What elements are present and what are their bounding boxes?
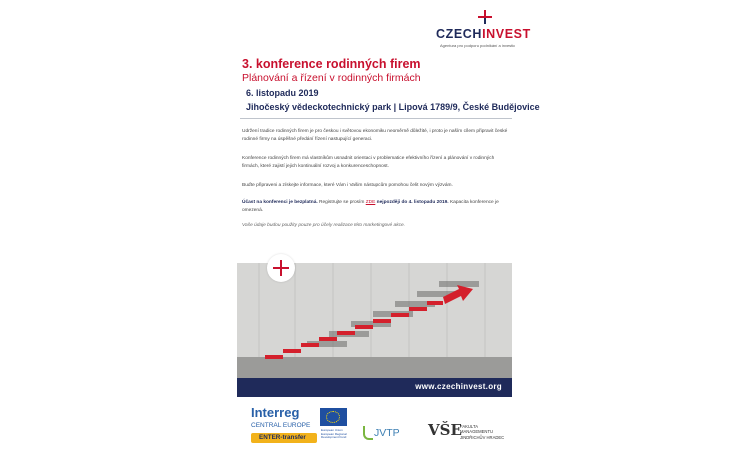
vse-faculty-text: FAKULTA MANAGEMENTU JINDŘICHŮV HRADEC [460, 424, 505, 440]
registration-paragraph [242, 199, 512, 216]
intro-paragraph: Udržení tradice rodinných firem je pro českou i světovou ekonomiku neoměrně důležité, i proto je naším cílem připravit české rodinné firmy na úspěšné předání řízení nastupující generaci. [242, 129, 508, 143]
stairs-banner-image[interactable] [237, 263, 512, 397]
interreg-region: CENTRAL EUROPE [251, 422, 311, 429]
page-subtitle: Plánování a řízení v rodinných firmách [242, 72, 421, 84]
enter-transfer-badge: ENTER-transfer [251, 433, 317, 443]
jvtp-mark-icon [363, 426, 373, 440]
vse-monogram: VŠE [428, 421, 462, 439]
deadline-text: nejpozději do 4. listopadu 2019. [375, 200, 449, 205]
website-link[interactable]: www.czechinvest.org [415, 382, 502, 391]
page-title: 3. konference rodinných firem [242, 57, 421, 71]
czechinvest-logo[interactable] [436, 10, 536, 50]
interreg-name: Interreg [251, 405, 300, 420]
eu-flag-icon [320, 408, 347, 426]
capacity-text: Kapacita konference je omezená. [242, 200, 499, 214]
eu-caption: European Union European Regional Development Fund [321, 428, 347, 439]
cross-icon [478, 10, 492, 24]
jvtp-logo[interactable] [363, 424, 413, 442]
call-paragraph: Buďte připraveni a získejte informace, které Vám i Vašim nástupcům pomohou čelit novým výzvám. [242, 183, 453, 188]
register-text: Registrujte se prosím [317, 200, 366, 205]
event-date: 6. listopadu 2019 [246, 88, 319, 98]
stairs-illustration [237, 263, 512, 397]
vse-logo[interactable] [428, 421, 508, 445]
purpose-paragraph: Konference rodinných firem má vlastníkům usnadnit orientaci v problematice efektivního řízení a plánování v rodinných firmách, které zajistí jejich kontinuální rozvoj a konkurenceschopnost. [242, 156, 495, 170]
plus-icon [267, 254, 295, 282]
banner-url-strip [237, 378, 512, 397]
jvtp-name: JVTP [374, 427, 400, 439]
event-venue: Jihočeský vědeckotechnický park | Lipová 1789/9, České Budějovice [246, 102, 540, 112]
privacy-note: Vaše údaje budou použity pouze pro účely realizace této marketingové akce. [242, 223, 406, 228]
divider [240, 118, 512, 119]
interreg-logo[interactable] [251, 405, 351, 445]
logo-wordmark: CZECHINVEST [436, 27, 531, 41]
free-entry-text: Účast na konferenci je bezplatná. [242, 200, 318, 205]
logo-tagline: Agentura pro podporu podnikání a investic [440, 43, 516, 48]
register-link[interactable]: ZDE [365, 200, 376, 205]
